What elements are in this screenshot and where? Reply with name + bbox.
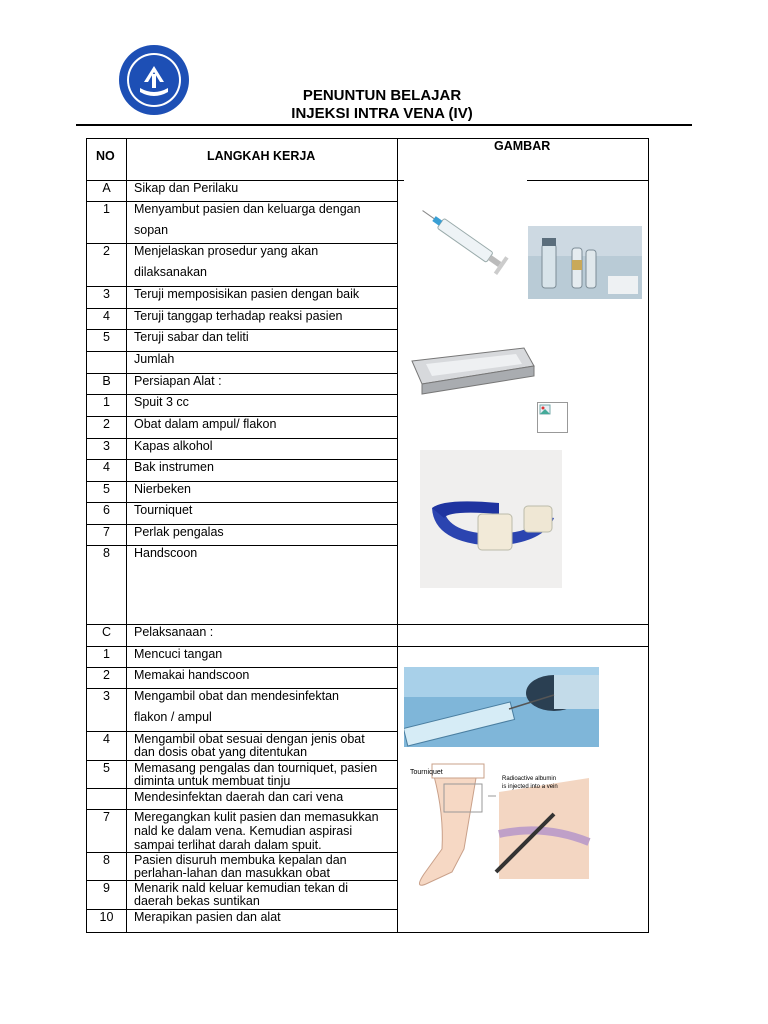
page-title [200,87,564,123]
row-text: Kapas alkohol [134,439,213,453]
syringe-vial-image [404,667,599,747]
row-text-cont: diminta untuk membuat tinju [134,774,291,788]
row-line [86,438,397,439]
row-no: 2 [103,668,110,682]
arm-injection-illustration [404,754,599,894]
row-text: Merapikan pasien dan alat [134,910,281,924]
row-text: Teruji memposisikan pasien dengan baik [134,287,360,301]
row-text: Menjelaskan prosedur yang akan [134,244,319,258]
row-no: A [102,181,111,195]
row-text-cont: flakon / ampul [134,710,212,724]
tourniquet-label: Tourniquet [410,769,443,776]
row-text: Jumlah [134,352,175,366]
row-text: Obat dalam ampul/ flakon [134,417,277,431]
row-no: 7 [103,525,110,539]
row-text-cont: sampai terlihat darah dalam spuit. [134,838,322,852]
row-line [86,394,397,395]
row-no: 3 [103,287,110,301]
row-text: Handscoon [134,546,198,560]
row-no: 4 [103,460,110,474]
row-no: 8 [103,853,110,867]
row-text: Mencuci tangan [134,647,223,661]
row-line [86,459,397,460]
row-no: 4 [103,309,110,323]
row-text: Memakai handscoon [134,668,250,682]
row-text: Spuit 3 cc [134,395,189,409]
row-no: 4 [103,732,110,746]
tourniquet-image [404,438,576,598]
row-text: Nierbeken [134,482,191,496]
row-line [86,351,397,352]
row-no: 2 [103,244,110,258]
row-no: 6 [103,503,110,517]
row-line [86,545,397,546]
row-line [86,788,397,789]
row-line [86,373,397,374]
row-line [86,481,397,482]
row-text: Perlak pengalas [134,525,224,539]
instrument-tray-image [404,306,538,434]
university-logo [118,44,190,116]
row-text: Memasang pengalas dan tourniquet, pasien [134,761,378,775]
syringe-image [404,182,528,304]
row-no: B [102,374,111,388]
row-text-cont: perlahan-lahan dan masukkan obat [134,866,330,880]
vials-image [528,226,642,299]
header-no: NO [96,149,115,163]
row-no: 7 [103,810,110,824]
row-line [86,502,397,503]
row-text-cont: dilaksanakan [134,265,207,279]
row-text: Bak instrumen [134,460,214,474]
title-line-2: INJEKSI INTRA VENA (IV) [291,105,473,122]
row-no: 5 [103,330,110,344]
col-divider-2 [397,138,398,933]
broken-image-icon [537,402,568,433]
row-no: 3 [103,439,110,453]
row-text: Mendesinfektan daerah dan cari vena [134,790,344,804]
row-text: Meregangkan kulit pasien dan memasukkan [134,810,379,824]
row-text: Sikap dan Perilaku [134,181,239,195]
row-no: 1 [103,202,110,216]
row-text: Pasien disuruh membuka kepalan dan [134,853,347,867]
row-line [86,524,397,525]
row-text: Teruji sabar dan teliti [134,330,249,344]
row-text: Mengambil obat sesuai dengan jenis obat [134,732,365,746]
row-text-cont: sopan [134,223,169,237]
header-langkah-kerja: LANGKAH KERJA [207,149,316,163]
row-text: Persiapan Alat : [134,374,222,388]
header-rule [76,124,692,126]
row-no: 1 [103,395,110,409]
row-text: Mengambil obat dan mendesinfektan [134,689,339,703]
row-text-cont: dan dosis obat yang ditentukan [134,745,308,759]
row-text-cont: daerah bekas suntikan [134,894,260,908]
row-text: Tourniquet [134,503,193,517]
header-gambar: GAMBAR [494,139,551,153]
row-text: Pelaksanaan : [134,625,214,639]
albumin-label-2: is injected into a vein [502,784,558,790]
row-no: 3 [103,689,110,703]
row-text: Menarik nald keluar kemudian tekan di [134,881,349,895]
row-text: Menyambut pasien dan keluarga dengan [134,202,361,216]
row-no: 5 [103,482,110,496]
row-no: 10 [99,910,114,924]
row-no: 8 [103,546,110,560]
albumin-label-1: Radioactive albumin [502,776,557,782]
row-no: 5 [103,761,110,775]
row-no: 1 [103,647,110,661]
title-line-1: PENUNTUN BELAJAR [302,87,462,104]
row-no: 9 [103,881,110,895]
row-no: 2 [103,417,110,431]
row-text: Teruji tanggap terhadap reaksi pasien [134,309,343,323]
row-no: C [101,625,112,639]
header-bottom-line-right [527,180,649,181]
row-text-cont: nald ke dalam vena. Kemudian aspirasi [134,824,353,838]
